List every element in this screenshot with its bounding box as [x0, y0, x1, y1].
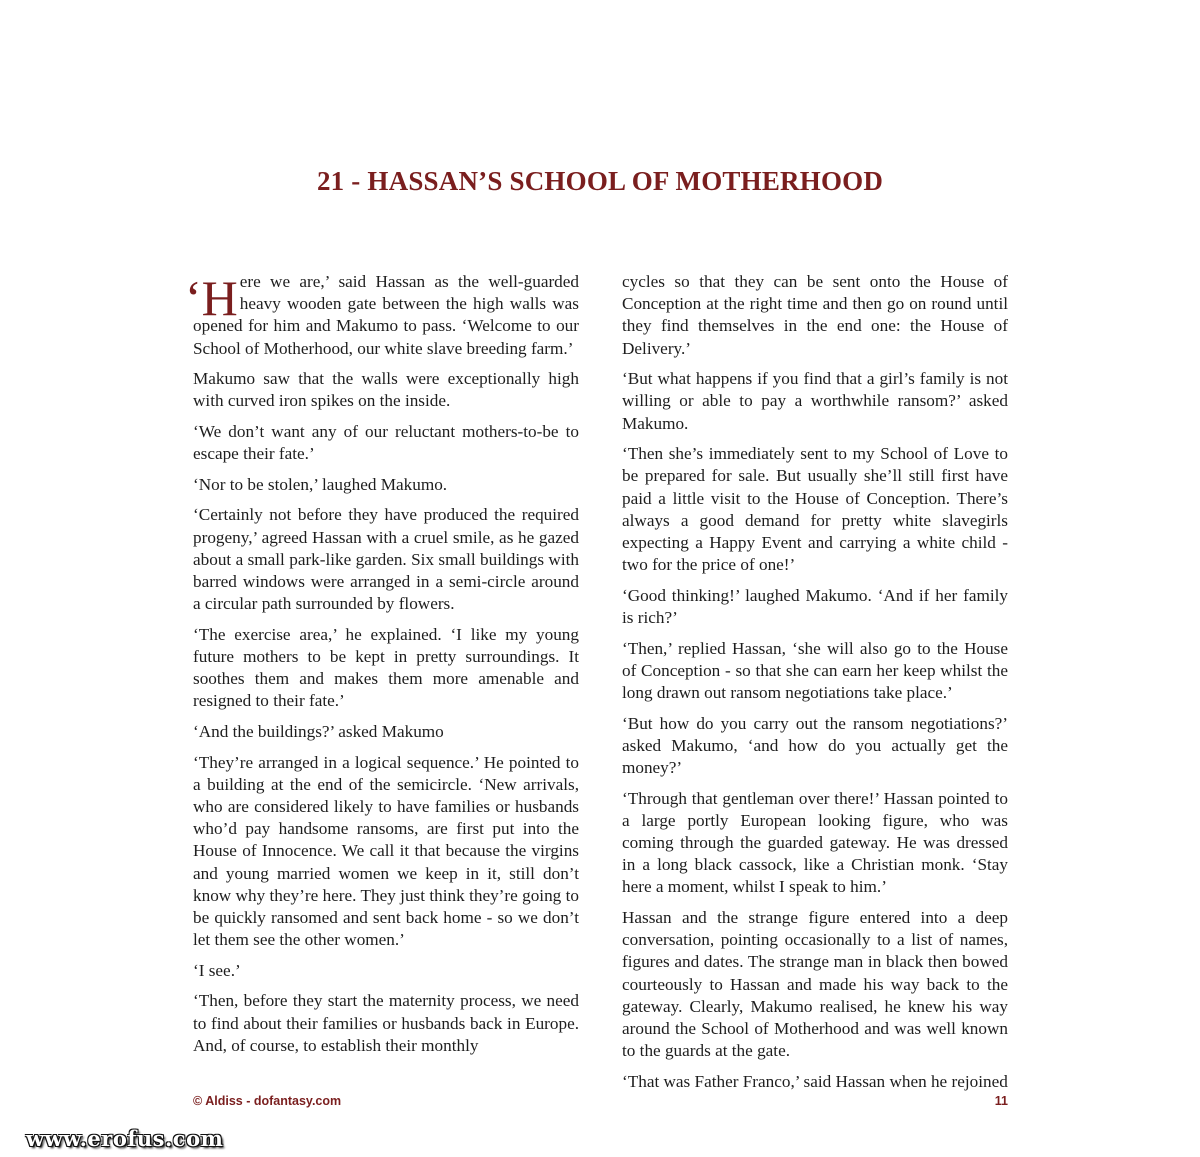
- paragraph: ‘The exercise area,’ he explained. ‘I like my young future mothers to be kept in pretty surroundings. It soothes them and makes them more amenable and resigned to their fate.’: [193, 624, 579, 711]
- paragraph-text: ere we are,’ said Hassan as the well-guarded heavy wooden gate between the high walls was opened for him and Makumo to pass. ‘Welcome to our School of Motherhood, our white slave breeding farm.’: [193, 272, 579, 358]
- paragraph: ‘Then she’s immediately sent to my School of Love to be prepared for sale. But usually she’ll still first have paid a little visit to the House of Conception. There’s always a good demand for pretty white slavegirls expecting a Happy Event and carrying a white child - two for the price of one!’: [622, 444, 1008, 575]
- drop-cap: ‘H: [185, 270, 238, 326]
- paragraph: ‘Good thinking!’ laughed Makumo. ‘And if her family is rich?’: [622, 585, 1008, 628]
- paragraph: cycles so that they can be sent onto the House of Conception at the right time and then go on round until they find themselves in the end one: the House of Delivery.’: [622, 272, 1008, 358]
- site-watermark: www.erofus.com: [26, 1126, 224, 1151]
- paragraph: ‘Then, before they start the maternity process, we need to find about their families or husbands back in Europe. And, of course, to establish their monthly: [193, 991, 579, 1055]
- paragraph: ‘I see.’: [193, 960, 241, 980]
- page-number: 11: [994, 1094, 1008, 1108]
- paragraph: [185, 270, 579, 360]
- paragraph: ‘And the buildings?’ asked Makumo: [193, 722, 444, 741]
- paragraph: Makumo saw that the walls were exceptionally high with curved iron spikes on the inside.: [193, 369, 579, 411]
- paragraph: ‘Through that gentleman over there!’ Hassan pointed to a large portly European looking figure, who was coming through the guarded gateway. He was dressed in a long black cassock, like a Christian monk. ‘Stay here a moment, whilst I speak to him.’: [622, 788, 1008, 897]
- paragraph: ‘Nor to be stolen,’ laughed Makumo.: [193, 474, 448, 494]
- left-column: [185, 270, 579, 1065]
- copyright-footer: © Aldiss - dofantasy.com: [193, 1094, 342, 1108]
- paragraph: ‘Certainly not before they have produced the required progeny,’ agreed Hassan with a cruel smile, as he gazed about a small park-like garden. Six small buildings with barred windows were arranged in a semi-circle around a circular path surrounded by flowers.: [193, 505, 579, 614]
- chapter-title: 21 - HASSAN’S SCHOOL OF MOTHERHOOD: [316, 166, 884, 196]
- paragraph: ‘But how do you carry out the ransom negotiations?’ asked Makumo, ‘and how do you actually get the money?’: [622, 713, 1008, 778]
- paragraph: ‘Then,’ replied Hassan, ‘she will also go to the House of Conception - so that she can earn her keep whilst the long drawn out ransom negotiations take place.’: [622, 638, 1008, 703]
- right-column: [622, 271, 1008, 1101]
- paragraph: ‘We don’t want any of our reluctant mothers-to-be to escape their fate.’: [193, 422, 579, 464]
- paragraph: Hassan and the strange figure entered into a deep conversation, pointing occasionally to a list of names, figures and dates. The strange man in black then bowed courteously to Hassan and made his way back to the gateway. Clearly, Makumo realised, he knew his way around the School of Motherhood and was well known to the guards at the gate.: [622, 908, 1008, 1061]
- paragraph: ‘They’re arranged in a logical sequence.’ He pointed to a building at the end of the semicircle. ‘New arrivals, who are considered likely to have families or husbands who’d pay handsome ransoms, are first put into the House of Innocence. We call it that because the virgins and young married women we keep in it, still don’t know why they’re here. They just think they’re going to be quickly ransomed and sent back home - so we don’t let them see the other women.’: [193, 752, 579, 950]
- paragraph: ‘That was Father Franco,’ said Hassan when he rejoined: [622, 1071, 1008, 1091]
- paragraph: ‘But what happens if you find that a girl’s family is not willing or able to pay a worthwhile ransom?’ asked Makumo.: [622, 369, 1008, 433]
